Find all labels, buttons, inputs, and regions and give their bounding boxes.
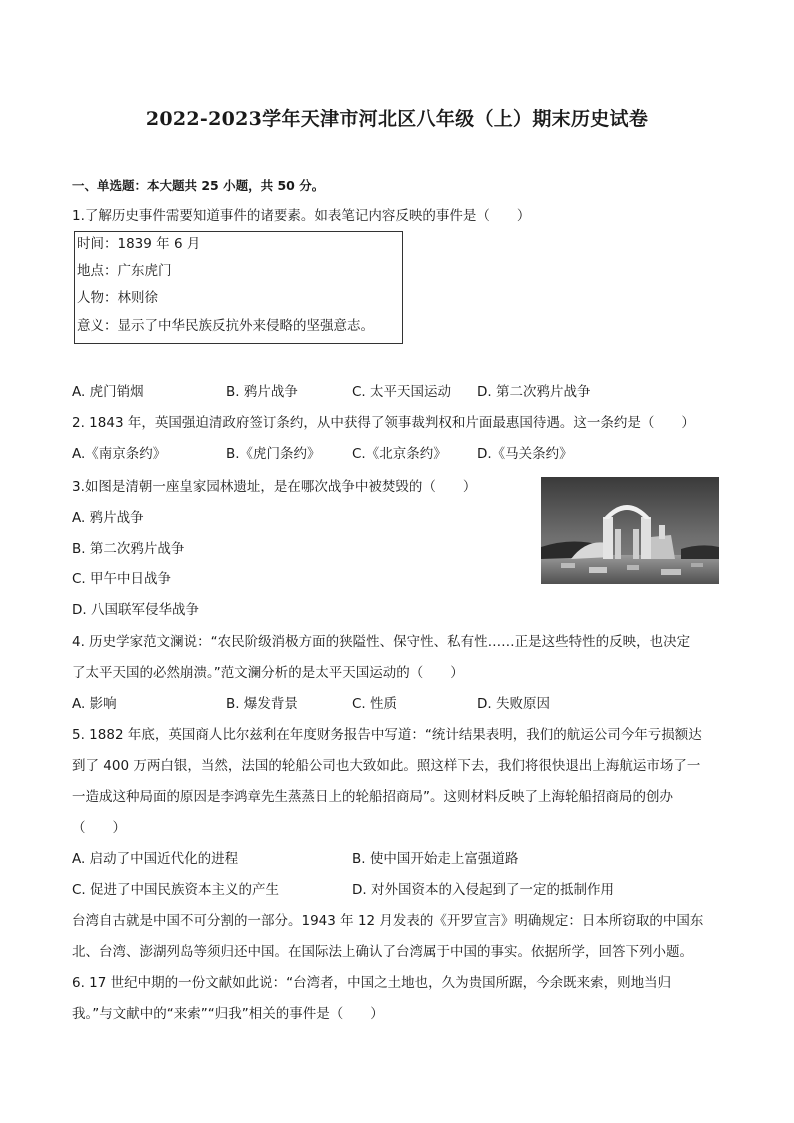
q5-option-a: A. 启动了中国近代化的进程 <box>72 851 239 867</box>
q3-option-a: A. 鸦片战争 <box>72 510 144 526</box>
question-6-line-1: 6. 17 世纪中期的一份文献如此说：“台湾者，中国之土地也，久为贵国所踞，今余既来索，则地当归 <box>72 975 672 991</box>
question-1-stem: 1.了解历史事件需要知道事件的诸要素。如表笔记内容反映的事件是（ ） <box>72 208 531 224</box>
passage-line-1: 台湾自古就是中国不可分割的一部分。1943 年 12 月发表的《开罗宣言》明确规定：日本所窃取的中国东 <box>72 913 704 929</box>
note-meaning: 意义：显示了中华民族反抗外来侵略的坚强意志。 <box>77 318 374 334</box>
q4-option-c: C. 性质 <box>352 696 398 712</box>
question-5-line-4: （ ） <box>72 820 126 836</box>
note-person: 人物：林则徐 <box>77 290 158 306</box>
q1-option-d: D. 第二次鸦片战争 <box>477 384 591 400</box>
q1-option-b: B. 鸦片战争 <box>226 384 298 400</box>
q4-option-a: A. 影响 <box>72 696 117 712</box>
section-heading: 一、单选题：本大题共 25 小题，共 50 分。 <box>72 178 325 193</box>
q2-option-c: C.《北京条约》 <box>352 446 447 462</box>
q1-option-c: C. 太平天国运动 <box>352 384 452 400</box>
ruins-photo <box>541 477 719 584</box>
question-5-line-2: 到了 400 万两白银，当然，法国的轮船公司也大致如此。照这样下去，我们将很快退出上海航运市场了一 <box>72 758 701 774</box>
q2-option-b: B.《虎门条约》 <box>226 446 321 462</box>
q1-option-a: A. 虎门销烟 <box>72 384 144 400</box>
q2-option-d: D.《马关条约》 <box>477 446 573 462</box>
q4-option-d: D. 失败原因 <box>477 696 550 712</box>
question-3-stem: 3.如图是清朝一座皇家园林遗址，是在哪次战争中被焚毁的（ ） <box>72 479 477 495</box>
question-2-stem: 2. 1843 年，英国强迫清政府签订条约，从中获得了领事裁判权和片面最惠国待遇。这一条约是（ ） <box>72 415 695 431</box>
q2-option-a: A.《南京条约》 <box>72 446 167 462</box>
question-4-line-1: 4. 历史学家范文澜说：“农民阶级消极方面的狭隘性、保守性、私有性……正是这些特性的反映，也决定 <box>72 634 691 650</box>
q4-option-b: B. 爆发背景 <box>226 696 298 712</box>
passage-line-2: 北、台湾、澎湖列岛等须归还中国。在国际法上确认了台湾属于中国的事实。依据所学，回答下列小题。 <box>72 944 693 960</box>
q5-option-d: D. 对外国资本的入侵起到了一定的抵制作用 <box>352 882 614 898</box>
note-place: 地点：广东虎门 <box>77 263 172 279</box>
page-title: 2022-2023学年天津市河北区八年级（上）期末历史试卷 <box>145 108 649 130</box>
q3-option-b: B. 第二次鸦片战争 <box>72 541 185 557</box>
question-5-line-3: 一造成这种局面的原因是李鸿章先生蒸蒸日上的轮船招商局”。这则材料反映了上海轮船招商局的创办 <box>72 789 673 805</box>
q5-option-b: B. 使中国开始走上富强道路 <box>352 851 519 867</box>
question-6-line-2: 我。”与文献中的“来索”“归我”相关的事件是（ ） <box>72 1006 384 1022</box>
q3-option-d: D. 八国联军侵华战争 <box>72 602 199 618</box>
note-time: 时间：1839 年 6 月 <box>77 236 201 252</box>
q5-option-c: C. 促进了中国民族资本主义的产生 <box>72 882 280 898</box>
q3-option-c: C. 甲午中日战争 <box>72 571 172 587</box>
ruins-photo-image <box>541 477 719 584</box>
note-box <box>74 231 403 344</box>
question-4-line-2: 了太平天国的必然崩溃。”范文澜分析的是太平天国运动的（ ） <box>72 665 464 681</box>
question-5-line-1: 5. 1882 年底，英国商人比尔兹利在年度财务报告中写道：“统计结果表明，我们的航运公司今年亏损额达 <box>72 727 702 743</box>
